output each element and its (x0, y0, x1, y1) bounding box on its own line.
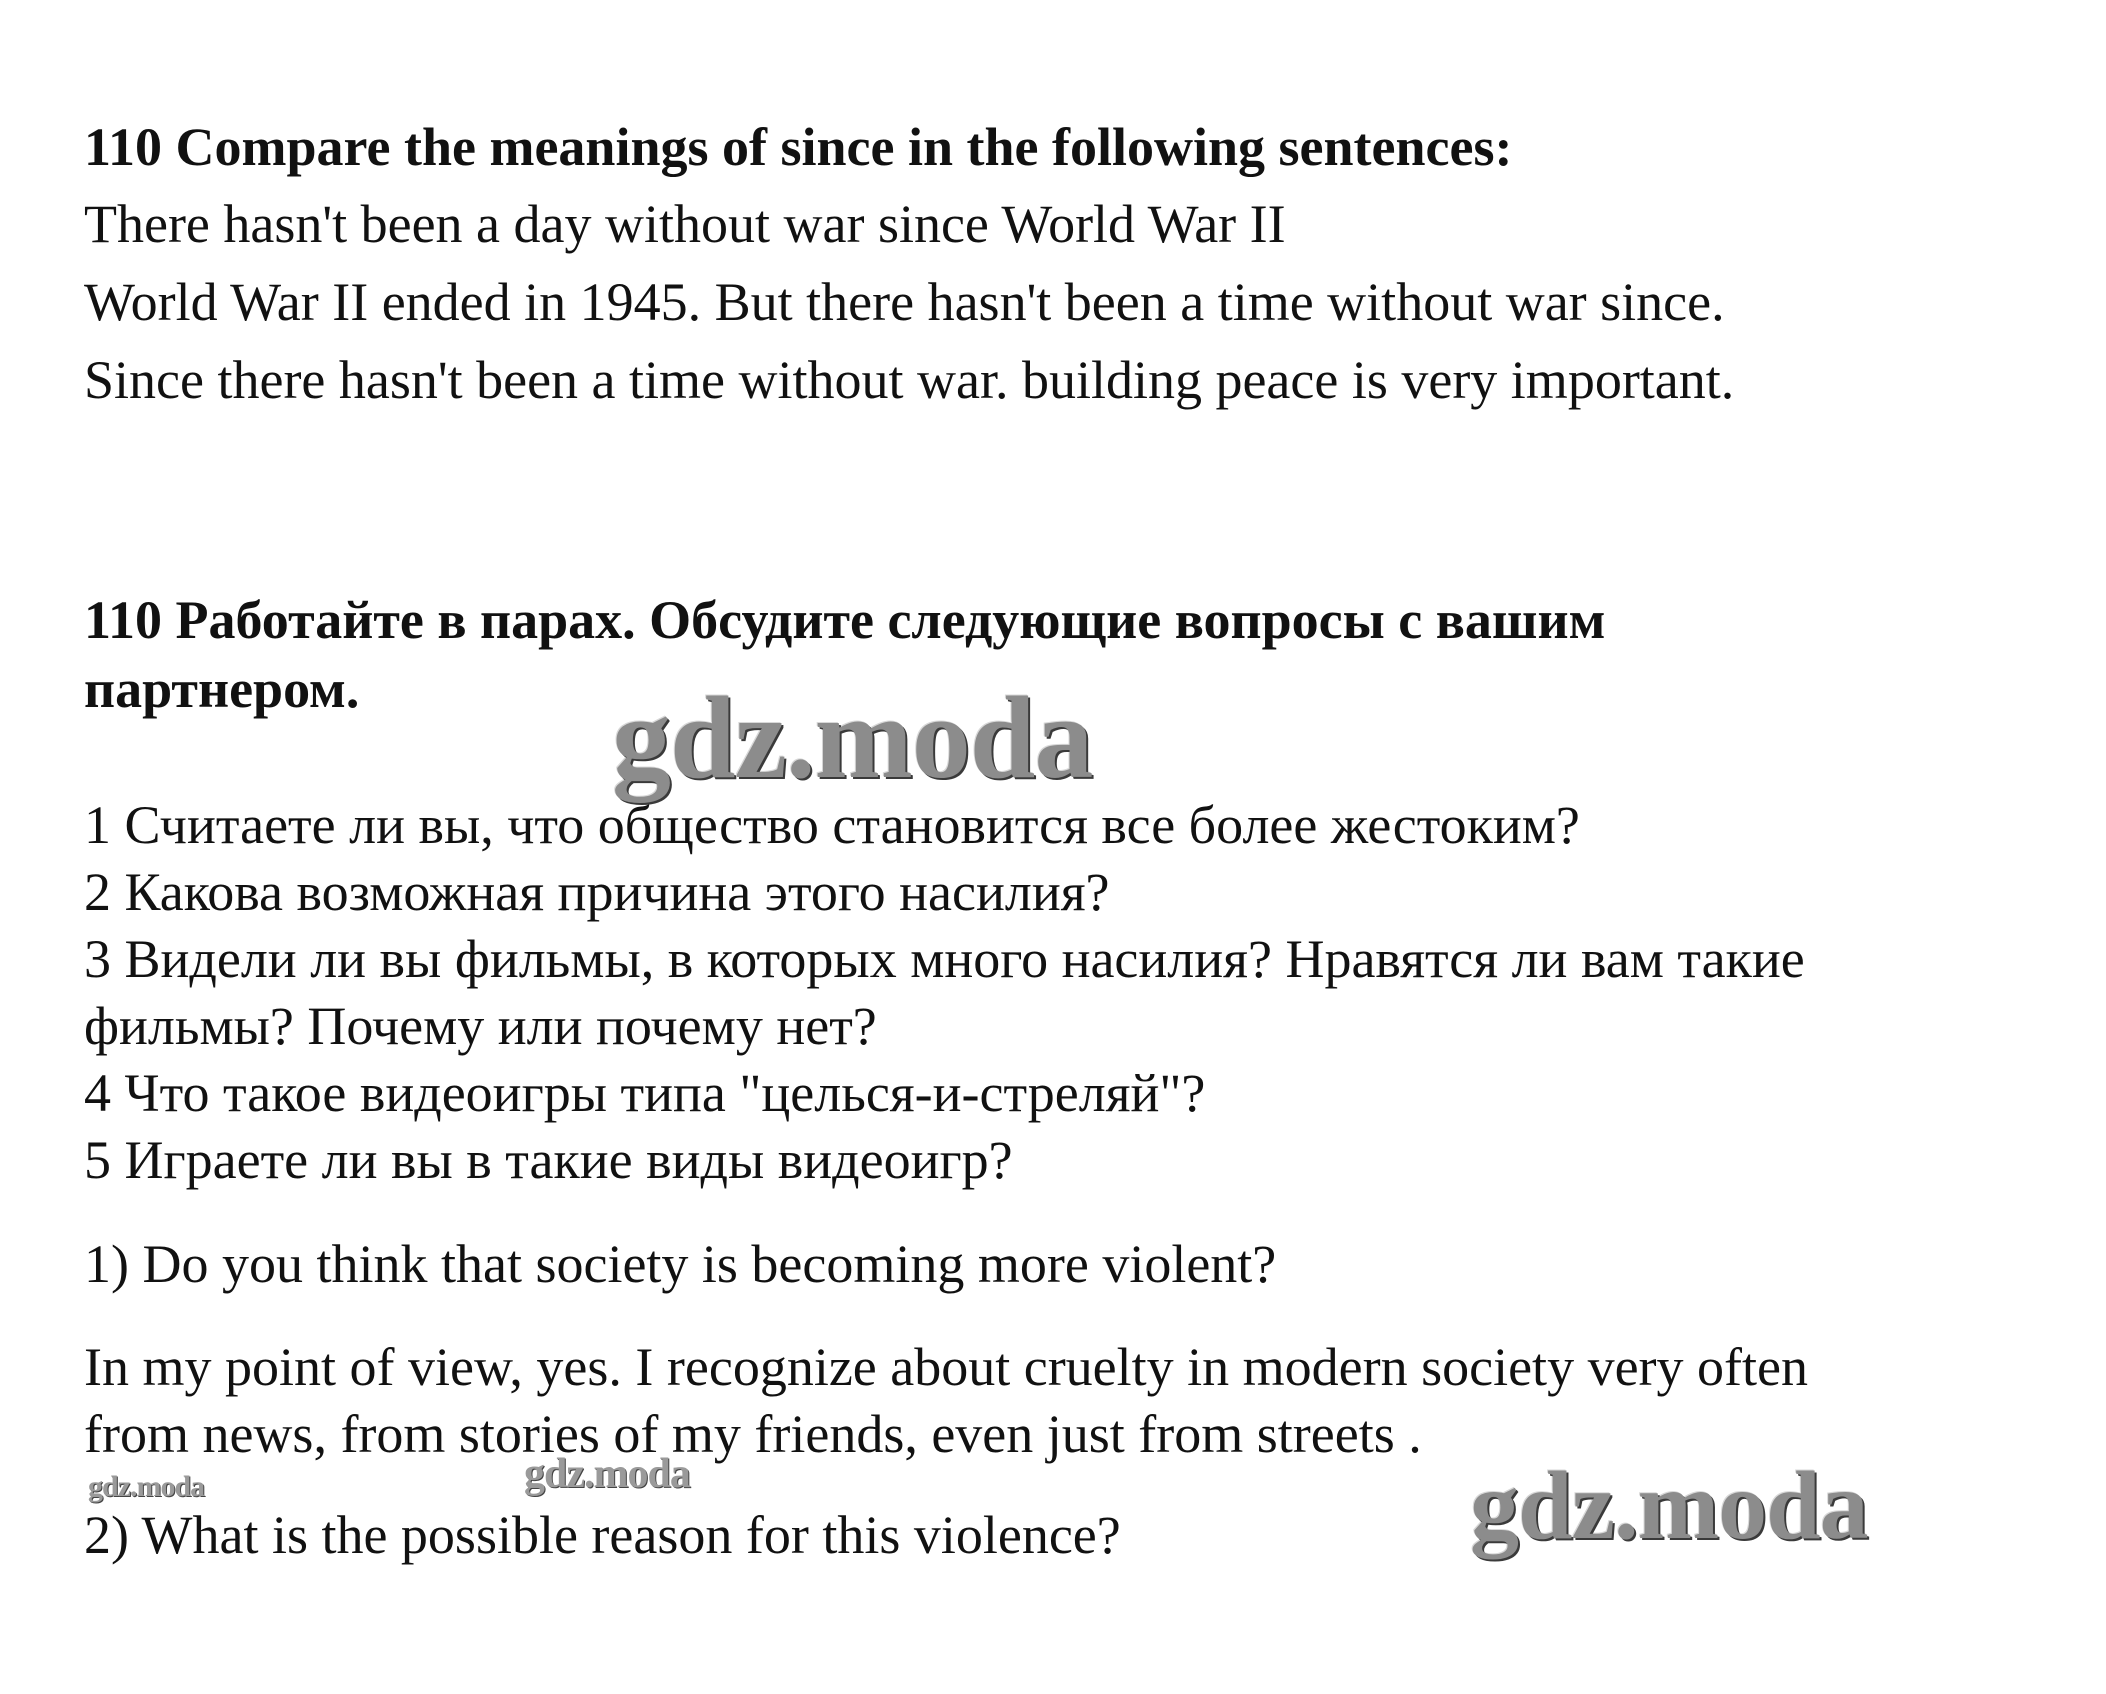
exercise-heading-english: 110 Compare the meanings of since in the following sentences: (84, 117, 1513, 177)
sentence-2: World War II ended in 1945. But there hasn't been a time without war since. (84, 272, 1725, 332)
watermark-logo-small: gdz.moda (524, 1451, 690, 1497)
question-ru-5: 5 Играете ли вы в такие виды видеоигр? (84, 1130, 1013, 1190)
exercise-heading-russian-line2: партнером. (84, 659, 360, 719)
answer-1-line1: In my point of view, yes. I recognize about cruelty in modern society very often (84, 1337, 1808, 1397)
sentence-3: Since there hasn't been a time without war. building peace is very important. (84, 350, 1735, 410)
watermark-logo-tiny: gdz.moda (88, 1470, 205, 1503)
answer-1-line2: from news, from stories of my friends, even just from streets . (84, 1404, 1422, 1464)
question-ru-1: 1 Считаете ли вы, что общество становится все более жестоким? (84, 795, 1580, 855)
question-ru-3: 3 Видели ли вы фильмы, в которых много насилия? Нравятся ли вам такие (84, 929, 1805, 989)
watermark-logo-large: gdz.moda (612, 672, 1093, 803)
sentence-1: There hasn't been a day without war since World War II (84, 194, 1286, 254)
question-ru-4: 4 Что такое видеоигры типа "целься-и-стреляй"? (84, 1063, 1206, 1123)
question-en-2: 2) What is the possible reason for this violence? (84, 1505, 1121, 1565)
question-en-1: 1) Do you think that society is becoming more violent? (84, 1234, 1277, 1294)
exercise-heading-russian-line1: 110 Работайте в парах. Обсудите следующие вопросы с вашим (84, 590, 1606, 650)
question-ru-3-cont: фильмы? Почему или почему нет? (84, 996, 877, 1056)
question-ru-2: 2 Какова возможная причина этого насилия? (84, 862, 1110, 922)
watermark-logo-right: gdz.moda (1470, 1452, 1868, 1560)
